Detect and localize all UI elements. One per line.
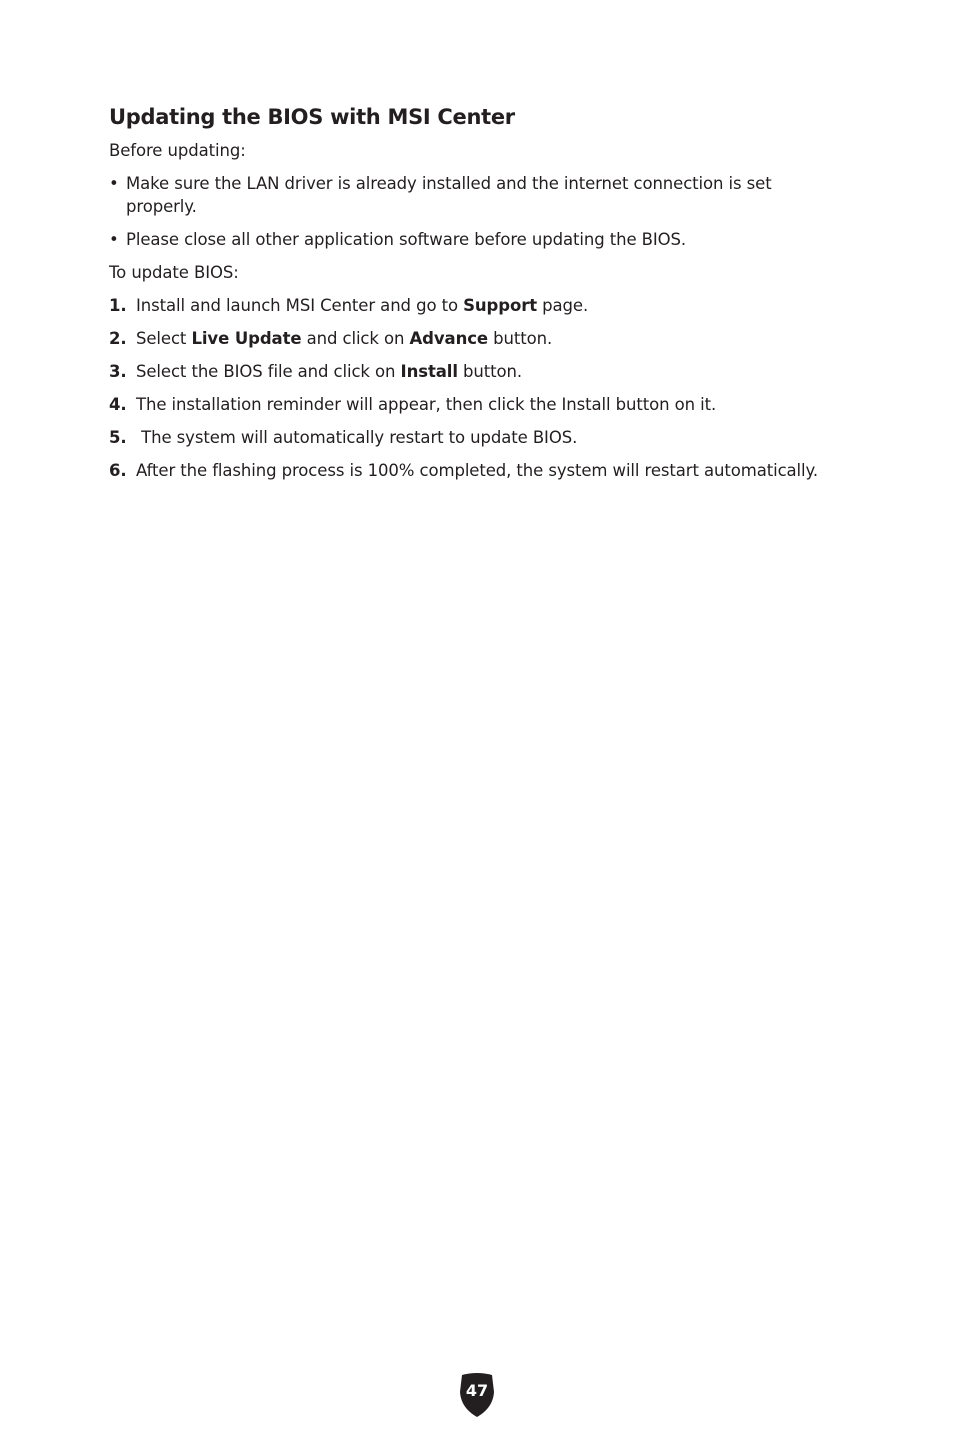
- step-number: 5.: [109, 428, 127, 447]
- step-text: The system will automatically restart to update BIOS.: [136, 428, 578, 447]
- step-text: The installation reminder will appear, then click the Install button on it.: [136, 395, 717, 414]
- step-item: [109, 360, 839, 383]
- step-item: [109, 459, 839, 482]
- to-update-label: To update BIOS:: [109, 263, 239, 282]
- step-number: 4.: [109, 395, 127, 414]
- bullet-text: Make sure the LAN driver is already installed and the internet connection is set properly.: [126, 174, 772, 216]
- step-text: button.: [488, 329, 553, 348]
- step-bold-term: Support: [463, 296, 538, 315]
- step-text: Select the BIOS file and click on: [136, 362, 401, 381]
- bullet-marker: •: [109, 174, 119, 193]
- step-item: [109, 294, 839, 317]
- step-text: and click on: [301, 329, 410, 348]
- step-text: Install and launch MSI Center and go to: [136, 296, 464, 315]
- page-number-badge: [458, 1372, 496, 1418]
- step-bold-term: Install: [400, 362, 458, 381]
- list-item: [109, 228, 839, 251]
- step-number: 3.: [109, 362, 127, 381]
- page-number: 47: [465, 1381, 489, 1400]
- step-text: After the flashing process is 100% completed, the system will restart automatically.: [136, 461, 818, 480]
- page-content: [109, 102, 839, 492]
- step-number: 1.: [109, 296, 127, 315]
- bullet-marker: •: [109, 230, 119, 249]
- step-item: [109, 426, 839, 449]
- step-number: 6.: [109, 461, 127, 480]
- step-text: Select: [136, 329, 192, 348]
- step-text: page.: [537, 296, 589, 315]
- section-title: Updating the BIOS with MSI Center: [109, 105, 515, 129]
- update-steps-list: [109, 294, 839, 482]
- before-updating-label: Before updating:: [109, 141, 246, 160]
- step-item: [109, 393, 839, 416]
- step-text: button.: [457, 362, 523, 381]
- step-bold-term: Advance: [409, 329, 488, 348]
- step-item: [109, 327, 839, 350]
- bullet-text: Please close all other application software before updating the BIOS.: [126, 230, 687, 249]
- prerequisite-list: [109, 172, 839, 251]
- step-number: 2.: [109, 329, 127, 348]
- list-item: [109, 172, 839, 218]
- step-bold-term: Live Update: [191, 329, 302, 348]
